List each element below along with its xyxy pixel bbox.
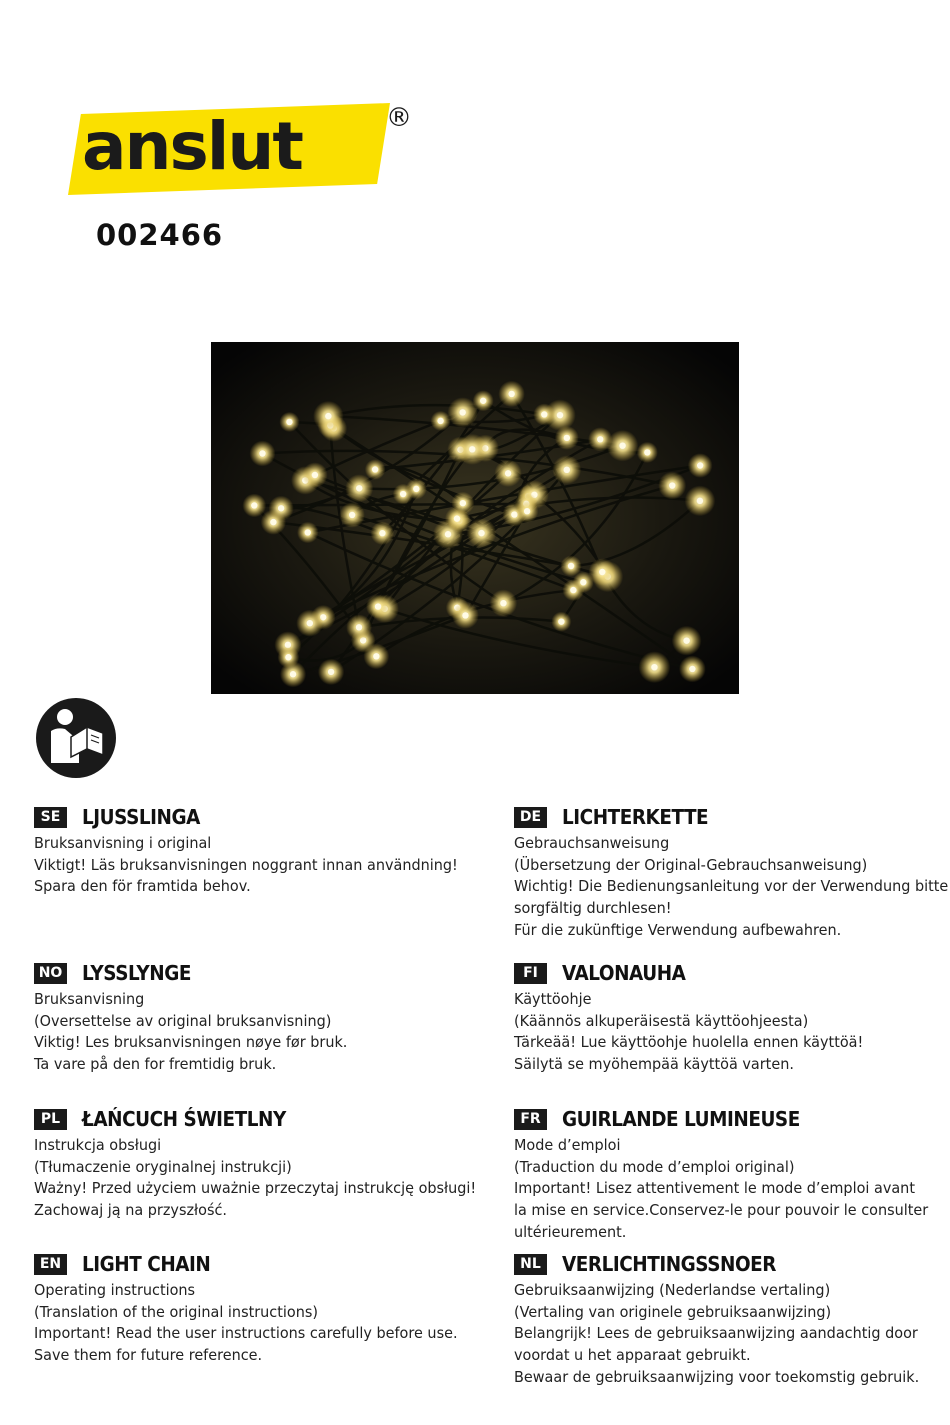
section-line: Spara den för framtida behov. — [34, 877, 251, 896]
language-code: FI — [514, 963, 547, 984]
section-line: (Tłumaczenie oryginalnej instrukcji) — [34, 1157, 292, 1176]
led-bulb — [286, 419, 292, 425]
section-line: (Käännös alkuperäisestä käyttöohjeesta) — [514, 1011, 809, 1030]
led-bulb — [651, 664, 657, 670]
read-manual-icon — [35, 697, 117, 779]
led-bulb — [270, 519, 276, 525]
led-bulb — [557, 412, 563, 418]
led-bulb — [500, 600, 506, 606]
section-line: Wichtig! Die Bedienungsanleitung vor der Verwendung bitte — [514, 877, 949, 896]
led-bulb — [305, 529, 311, 535]
section-line: Bruksanvisning — [34, 990, 145, 1008]
section-line: Save them for future reference. — [34, 1346, 263, 1365]
section-line: Tärkeää! Lue käyttöohje huolella ennen käyttöä! — [514, 1033, 864, 1052]
language-code: NL — [514, 1254, 547, 1275]
led-bulb — [541, 411, 547, 417]
led-bulb — [373, 653, 379, 659]
led-bulb — [356, 485, 362, 491]
section-title: GUIRLANDE LUMINEUSE — [562, 1107, 800, 1131]
led-bulb — [349, 512, 355, 518]
section-line: Mode d’emploi — [514, 1136, 621, 1154]
wire-segment — [254, 504, 526, 506]
led-bulb — [568, 563, 574, 569]
section-line: Gebruiksaanwijzing (Nederlandse vertaling) — [514, 1281, 831, 1299]
section-pl — [34, 1104, 477, 1222]
section-title: LIGHT CHAIN — [82, 1252, 211, 1276]
section-line: Für die zukünftige Verwendung aufbewahren. — [514, 920, 842, 939]
led-bulb — [597, 436, 603, 442]
language-code: NO — [34, 963, 67, 984]
led-bulb — [400, 491, 406, 497]
language-code: PL — [34, 1109, 67, 1130]
led-bulb — [564, 467, 570, 473]
led-bulb — [697, 462, 703, 468]
section-line: (Translation of the original instructions) — [34, 1302, 318, 1321]
section-line: Instrukcja obsługi — [34, 1136, 162, 1154]
led-bulb — [379, 530, 385, 536]
led-bulb — [564, 435, 570, 441]
section-title: LICHTERKETTE — [562, 805, 709, 829]
section-line: (Traduction du mode d’emploi original) — [514, 1157, 795, 1176]
led-bulb — [307, 620, 313, 626]
section-line: Important! Lisez attentivement le mode d’emploi avant — [514, 1179, 915, 1198]
led-bulb — [462, 612, 468, 618]
language-code: DE — [514, 807, 547, 828]
led-bulb — [372, 466, 378, 472]
led-bulb — [251, 502, 257, 508]
led-bulb — [480, 398, 486, 404]
led-bulb — [469, 446, 475, 452]
section-se — [34, 802, 474, 898]
section-line: la mise en service.Conservez-le pour pouvoir le consulter — [514, 1201, 929, 1220]
section-line: Gebrauchsanweisung — [514, 834, 670, 852]
led-bulb — [328, 669, 334, 675]
led-bulb — [644, 449, 650, 455]
led-bulb — [290, 671, 296, 677]
led-bulb — [454, 515, 460, 521]
section-line: Belangrijk! Lees de gebruiksaanwijzing aandachtig door — [514, 1324, 918, 1343]
section-line: Zachowaj ją na przyszłość. — [34, 1201, 227, 1220]
led-bulb — [683, 637, 689, 643]
section-line: voordat u het apparaat gebruikt. — [514, 1346, 751, 1365]
led-bulb — [437, 418, 443, 424]
section-line: Operating instructions — [34, 1281, 196, 1299]
led-bulb — [689, 666, 695, 672]
led-bulb — [558, 618, 564, 624]
section-line: Käyttöohje — [514, 990, 592, 1008]
article-number: 002466 — [96, 218, 224, 252]
section-title: VERLICHTINGSSNOER — [562, 1252, 776, 1276]
led-bulb — [375, 603, 381, 609]
section-line: (Übersetzung der Original-Gebrauchsanweisung) — [514, 855, 868, 874]
section-line: Säilytä se myöhempää käyttöä varten. — [514, 1055, 794, 1074]
section-line: ultérieurement. — [514, 1222, 627, 1241]
registered-mark: ® — [386, 103, 412, 133]
led-bulb — [580, 579, 586, 585]
section-en — [34, 1249, 474, 1367]
language-code: FR — [514, 1109, 547, 1130]
led-bulb — [312, 472, 318, 478]
led-bulb — [325, 413, 331, 419]
section-line: Ta vare på den for fremtidig bruk. — [34, 1055, 277, 1074]
light-chain-photo — [211, 342, 739, 694]
led-bulb — [505, 470, 511, 476]
led-bulb — [599, 569, 605, 575]
led-bulb — [445, 531, 451, 537]
section-title: VALONAUHA — [562, 961, 686, 985]
section-line: Ważny! Przed użyciem uważnie przeczytaj instrukcję obsługi! — [34, 1179, 477, 1198]
led-bulb — [285, 654, 291, 660]
led-bulb — [278, 505, 284, 511]
section-line: Viktigt! Läs bruksanvisningen noggrant innan användning! — [34, 855, 458, 874]
led-bulb — [524, 508, 530, 514]
led-bulb — [356, 624, 362, 630]
led-bulb — [669, 482, 675, 488]
section-line: Bewaar de gebruiksaanwijzing voor toekomstig gebruik. — [514, 1367, 920, 1386]
section-title: LJUSSLINGA — [82, 805, 200, 829]
section-line: sorgfältig durchlesen! — [514, 899, 672, 918]
section-line: Bruksanvisning i original — [34, 834, 212, 852]
led-bulb — [459, 409, 465, 415]
language-code: SE — [34, 807, 67, 828]
section-title: LYSSLYNGE — [82, 961, 191, 985]
section-line: Important! Read the user instructions carefully before use. — [34, 1324, 458, 1343]
led-bulb — [478, 530, 484, 536]
led-bulb — [259, 450, 265, 456]
section-nl — [514, 1249, 950, 1389]
led-bulb — [413, 486, 419, 492]
led-bulb — [697, 498, 703, 504]
section-no — [34, 958, 474, 1076]
section-title: ŁAŃCUCH ŚWIETLNY — [82, 1107, 286, 1131]
led-bulb — [619, 443, 625, 449]
led-bulb — [508, 391, 514, 397]
section-fr — [514, 1104, 950, 1244]
brand-logo — [68, 103, 428, 198]
led-bulb — [460, 500, 466, 506]
logo-text: anslut — [82, 108, 302, 185]
section-line: (Vertaling van originele gebruiksaanwijzing) — [514, 1302, 832, 1321]
section-line: (Oversettelse av original bruksanvisning) — [34, 1011, 332, 1030]
language-code: EN — [34, 1254, 67, 1275]
section-fi — [514, 958, 950, 1076]
section-line: Viktig! Les bruksanvisningen nøye før bruk. — [34, 1033, 348, 1052]
section-de — [514, 802, 950, 942]
